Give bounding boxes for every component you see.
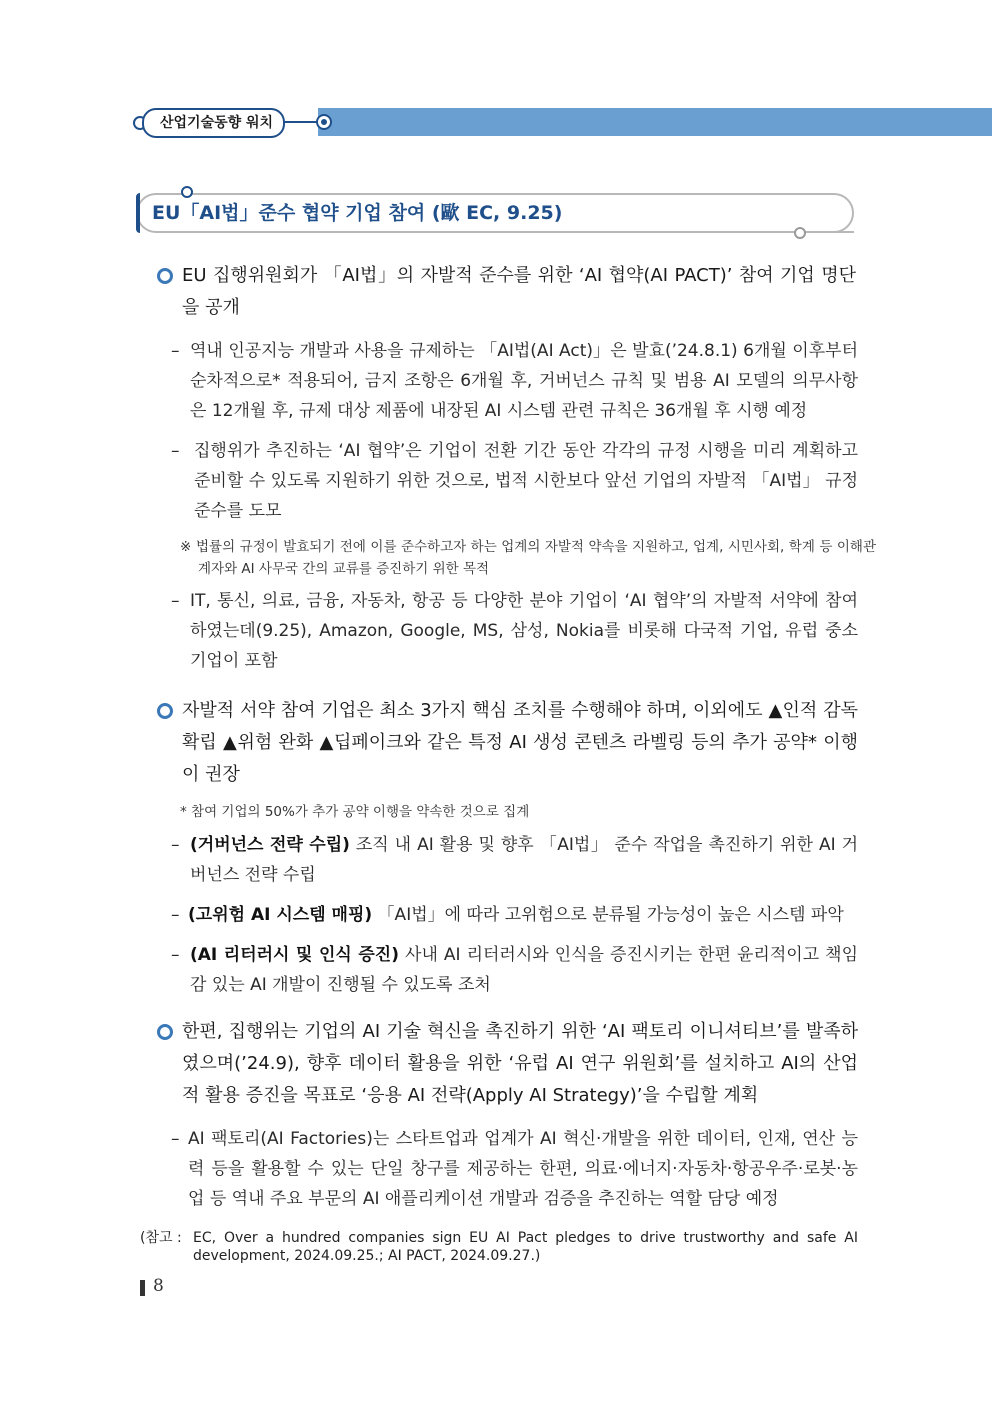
block2-sub3 <box>190 940 858 1000</box>
bullet-icon <box>157 268 173 284</box>
block1-main: EU 집행위원회가 「AI법」의 자발적 준수를 위한 ‘AI 협약(AI PACT)’ 참여 기업 명단을 공개 <box>182 265 856 318</box>
dash-marker: – <box>171 945 180 965</box>
block2-sub3-heading: (AI 리터러시 및 인식 증진) <box>190 945 399 965</box>
header-right-dot-icon <box>316 114 332 130</box>
page-number: 8 <box>153 1276 164 1296</box>
block2-main: 자발적 서약 참여 기업은 최소 3가지 핵심 조치를 수행해야 하며, 이외에도 ▲인적 감독 확립 ▲위험 완화 ▲딥페이크와 같은 특정 AI 생성 콘텐츠 라벨링 등의 추가 공약* 이행이 권장 <box>182 700 858 785</box>
block1-sub1: 역내 인공지능 개발과 사용을 규제하는 「AI법(AI Act)」은 발효(’24.8.1) 6개월 이후부터 순차적으로* 적용되어, 금지 조항은 6개월 후, 거버넌스 규칙 및 범용 AI 모델의 의무사항은 12개월 후, 규제 대상 제품에 내장된 AI 시스템 관련 규칙은 36개월 후 시행 예정 <box>190 341 858 421</box>
dash-marker: – <box>171 591 180 611</box>
block2-sub1 <box>190 830 858 890</box>
title-knob-icon <box>181 186 193 198</box>
block3-sub1: AI 팩토리(AI Factories)는 스타트업과 업계가 AI 혁신·개발을 위한 데이터, 인재, 연산 능력 등을 활용할 수 있는 단일 창구를 제공하는 한편, 의료·에너지·자동차·항공우주·로봇·농업 등 역내 주요 부문의 AI 애플리케이션 개발과 검증을 추진하는 역할 담당 예정 <box>188 1129 858 1209</box>
dash-marker: – <box>171 1129 180 1149</box>
section-title-accent <box>136 193 140 233</box>
block2-sub2 <box>188 900 858 930</box>
header-band <box>318 108 992 136</box>
dash-marker: – <box>171 341 180 361</box>
reference-label: (참고 : <box>140 1230 182 1246</box>
reference-text: EC, Over a hundred companies sign EU AI Pact pledges to drive trustworthy and safe AI development, 2024.09.25.; AI PACT, 2024.09.27.) <box>193 1230 858 1264</box>
block2-sub2-heading: (고위험 AI 시스템 매핑) <box>188 905 373 925</box>
title-tail-line <box>802 231 854 233</box>
dash-marker: – <box>171 905 180 925</box>
block1-sub2: 집행위가 추진하는 ‘AI 협약’은 기업이 전환 기간 동안 각각의 규정 시행을 미리 계획하고 준비할 수 있도록 지원하기 위한 것으로, 법적 시한보다 앞선 기업의 자발적 「AI법」 규정 준수를 도모 <box>194 441 858 521</box>
block2-sub1-heading: (거버넌스 전략 수립) <box>190 835 350 855</box>
block2-sub3-text: 사내 AI 리터러시와 인식을 증진시키는 한편 윤리적이고 책임감 있는 AI 개발이 진행될 수 있도록 조처 <box>190 945 858 995</box>
block2-sub2-text: 「AI법」에 따라 고위험으로 분류될 가능성이 높은 시스템 파악 <box>372 905 844 925</box>
title-knob-icon <box>794 227 806 239</box>
block3-main: 한편, 집행위는 기업의 AI 기술 혁신을 촉진하기 위한 ‘AI 팩토리 이니셔티브’를 발족하였으며(’24.9), 향후 데이터 활용을 위한 ‘유럽 AI 연구 위원회’를 설치하고 AI의 산업적 활용 증진을 목표로 ‘응용 AI 전략(Apply AI Strategy)’을 수립할 계획 <box>182 1021 858 1106</box>
block1-note: ※ 법률의 규정이 발효되기 전에 이를 준수하고자 하는 업계의 자발적 약속을 지원하고, 업계, 시민사회, 학계 등 이해관계자와 AI 사무국 간의 교류를 증진하기 위한 목적 <box>180 539 876 577</box>
dash-marker: – <box>171 441 180 461</box>
bullet-icon <box>157 703 173 719</box>
bullet-icon <box>157 1024 173 1040</box>
block2-note: * 참여 기업의 50%가 추가 공약 이행을 약속한 것으로 집계 <box>180 804 530 820</box>
block1-sub3: IT, 통신, 의료, 금융, 자동차, 항공 등 다양한 분야 기업이 ‘AI 협약’의 자발적 서약에 참여하였는데(9.25), Amazon, Google, MS, 삼성, Nokia를 비롯해 다국적 기업, 유럽 중소기업이 포함 <box>190 591 858 671</box>
block2-sub1-text: 조직 내 AI 활용 및 향후 「AI법」 준수 작업을 촉진하기 위한 AI 거버넌스 전략 수립 <box>190 835 858 885</box>
page-marker <box>140 1280 145 1296</box>
header-title: 산업기술동향 워치 <box>142 108 285 138</box>
section-title: EU「AI법」준수 협약 기업 참여 (歐 EC, 9.25) <box>152 202 563 224</box>
dash-marker: – <box>171 835 180 855</box>
